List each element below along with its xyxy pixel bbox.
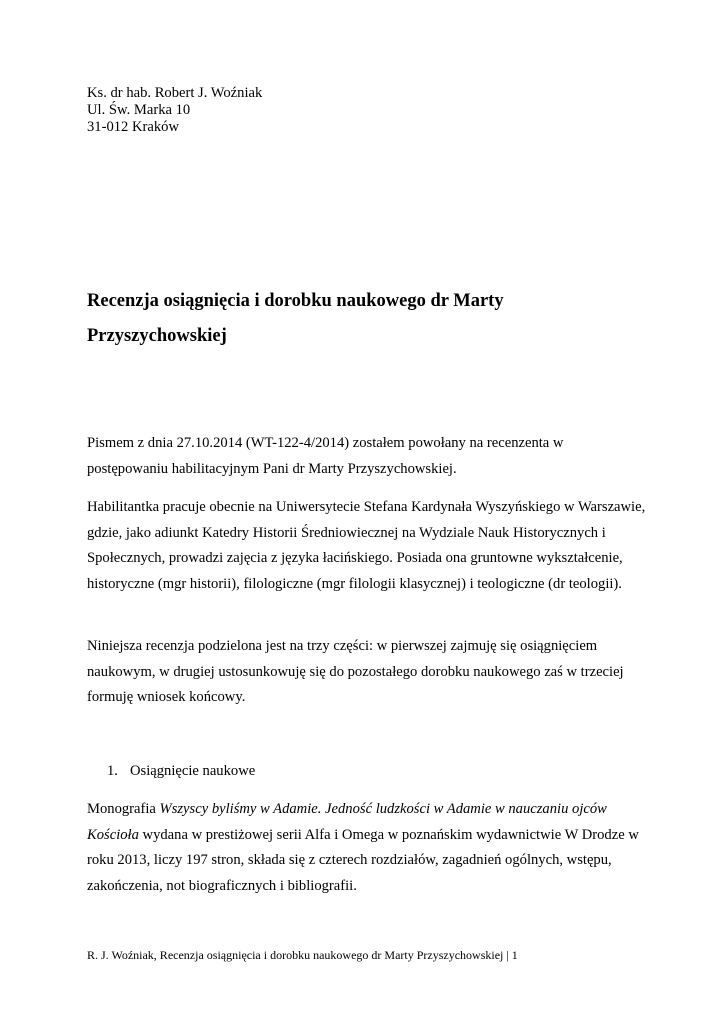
footer-page-number: 1 [511,948,518,962]
section-number: 1. [107,763,118,779]
page-footer [87,947,518,963]
section-heading-1 [107,759,255,784]
monograph-lead: Monografia [87,801,160,817]
paragraph-review-structure: Niniejsza recenzja podzielona jest na trzy części: w pierwszej zajmuję się osiągnięciem naukowym, w drugiej ustosunkowuję się do pozostałego dorobku naukowego zaś w trzeciej formuję wniosek końcowy. [87,638,624,706]
monograph-description: wydana w prestiżowej serii Alfa i Omega w poznańskim wydawnictwie W Drodze w roku 2013, liczy 197 stron, składa się z czterech rozdziałów, zagadnień ogólnych, wstępu, zakończenia, not biograficznych i bibliografii. [87,826,639,894]
sender-address [87,85,262,136]
footer-text: R. J. Woźniak, Recenzja osiągnięcia i dorobku naukowego dr Marty Przyszychowskiej [87,948,504,962]
monograph-book-title: Wszyscy byliśmy w Adamie. Jedność ludzkości w Adamie w nauczaniu ojców Kościoła [87,801,607,843]
document-title: Recenzja osiągnięcia i dorobku naukowego dr Marty Przyszychowskiej [87,291,504,346]
address-line-street: Ul. Św. Marka 10 [87,102,191,118]
paragraph-appointment: Pismem z dnia 27.10.2014 (WT-122-4/2014) zostałem powołany na recenzenta w postępowaniu habilitacyjnym Pani dr Marty Przyszychowskiej. [87,435,564,477]
footer-separator: | [503,948,512,962]
section-title: Osiągnięcie naukowe [130,763,256,779]
paragraph-monograph [87,797,647,899]
address-line-city: 31-012 Kraków [87,119,180,135]
address-line-name: Ks. dr hab. Robert J. Woźniak [87,85,263,101]
paragraph-candidate-background: Habilitantka pracuje obecnie na Uniwersytecie Stefana Kardynała Wyszyńskiego w Warszawie, gdzie, jako adiunkt Katedry Historii Średniowiecznej na Wydziale Nauk Historycznych i Społecznych, prowadzi zajęcia z języka łacińskiego. Posiada ona gruntowne wykształcenie, historyczne (mgr historii), filologiczne (mgr filologii klasycznej) i teologiczne (dr teologii). [87,499,646,592]
